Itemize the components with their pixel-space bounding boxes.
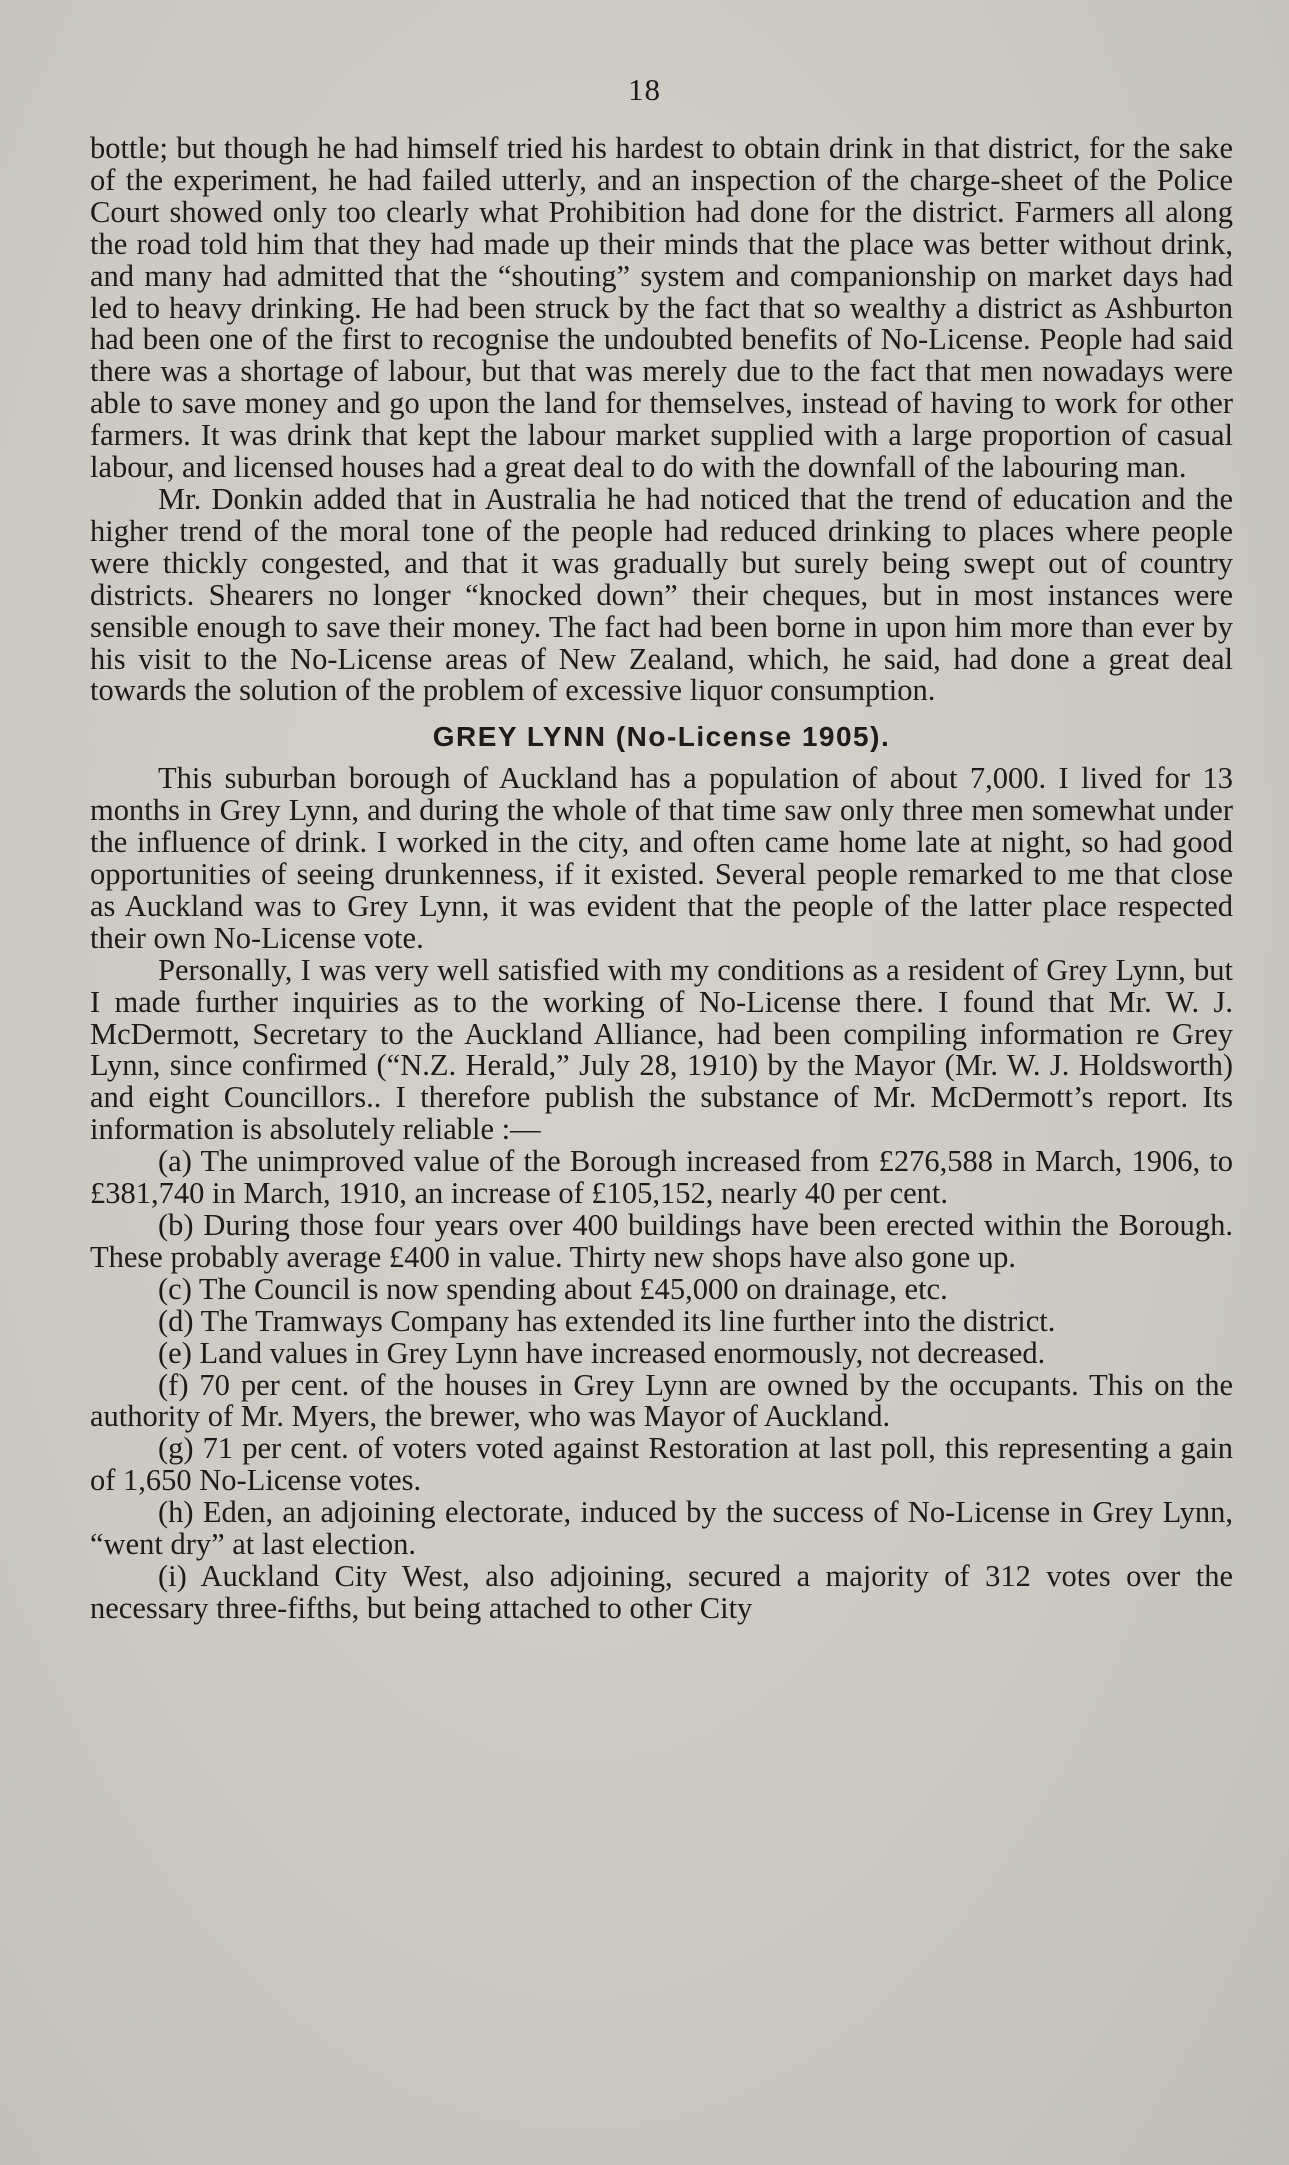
list-item: (f) 70 per cent. of the houses in Grey Lynn are owned by the occupants. This on the authority of Mr. Myers, the brewer, who was Mayor of Auckland.: [90, 1367, 1233, 1434]
list-item: (i) Auckland City West, also adjoining, secured a majority of 312 votes over the necessary three-fifths, but being attached to other City: [90, 1558, 1233, 1625]
paragraph: Personally, I was very well satisfied with my conditions as a resident of Grey Lynn, but I made further inquiries as to the working of No-License there. I found that Mr. W. J. McDermott, Secretary to the Auckland Alliance, had been compiling information re Grey Lynn, since confirmed (“N.Z. Herald,” July 28, 1910) by the Mayor (Mr. W. J. Holdsworth) and eight Councillors.. I therefore publish the substance of Mr. McDermott’s report. Its information is absolutely reliable :—: [90, 952, 1233, 1147]
list-item: (h) Eden, an adjoining electorate, induced by the success of No-License in Grey Lynn, “went dry” at last election.: [90, 1495, 1233, 1562]
paragraph: This suburban borough of Auckland has a population of about 7,000. I lived for 13 months in Grey Lynn, and during the whole of that time saw only three men somewhat under the influence of drink. I worked in the city, and often came home late at night, so had good opportunities of seeing drunkenness, if it existed. Several people remarked to me that close as Auckland was to Grey Lynn, it was evident that the people of the latter place respected their own No-License vote.: [90, 761, 1233, 955]
page-number: 18: [628, 72, 661, 107]
list-item: (g) 71 per cent. of voters voted against Restoration at last poll, this representing a gain of 1,650 No-License votes.: [90, 1431, 1233, 1498]
list-item: (d) The Tramways Company has extended its line further into the district.: [158, 1303, 1056, 1338]
body-text: [90, 133, 1233, 1625]
section-heading: GREY LYNN (No-License 1905).: [432, 721, 891, 753]
paragraph: bottle; but though he had himself tried his hardest to obtain drink in that district, for the sake of the experiment, he had failed utterly, and an inspection of the charge-sheet of the Police Court showed only too clearly what Prohibition had done for the district. Farmers all along the road told him that they had made up their minds that the place was better without drink, and many had admitted that the “shouting” system and companionship on market days had led to heavy drinking. He had been struck by the fact that so wealthy a district as Ashburton had been one of the first to recognise the undoubted benefits of No-License. People had said there was a shortage of labour, but that was merely due to the fact that men nowadays were able to save money and go upon the land for themselves, instead of having to work for other farmers. It was drink that kept the labour market supplied with a large proportion of casual labour, and licensed houses had a great deal to do with the downfall of the labouring man.: [90, 131, 1233, 485]
list-item: (a) The unimproved value of the Borough increased from £276,588 in March, 1906, to £381,740 in March, 1910, an increase of £105,152, nearly 40 per cent.: [90, 1144, 1233, 1211]
list-item: (b) During those four years over 400 buildings have been erected within the Borough. These probably average £400 in value. Thirty new shops have also gone up.: [90, 1208, 1233, 1274]
paragraph: Mr. Donkin added that in Australia he had noticed that the trend of education and the higher trend of the moral tone of the people had reduced drinking to places where people were thickly congested, and that it was gradually but surely being swept out of country districts. Shearers no longer “knocked down” their cheques, but in most instances were sensible enough to save their money. The fact had been borne in upon him more than ever by his visit to the No-License areas of New Zealand, which, he said, had done a great deal towards the solution of the problem of excessive liquor consumption.: [90, 481, 1233, 708]
list-item: (e) Land values in Grey Lynn have increased enormously, not decreased.: [158, 1335, 1046, 1370]
list-item: (c) The Council is now spending about £45,000 on drainage, etc.: [158, 1271, 948, 1306]
